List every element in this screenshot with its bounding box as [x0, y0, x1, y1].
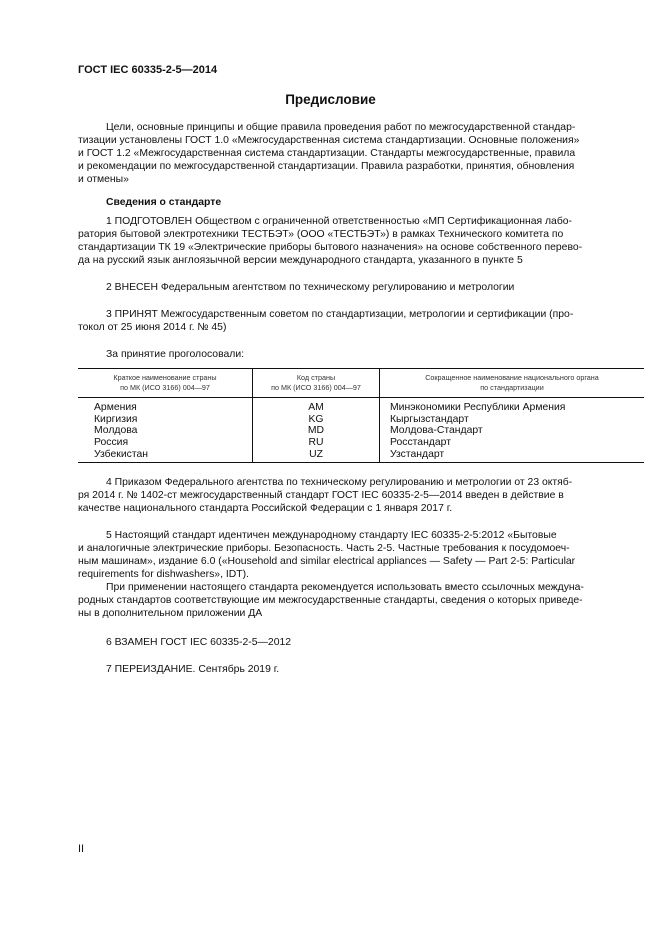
intro-line: и ГОСТ 1.2 «Межгосударственная система стандартизации. Стандарты межгосударственные, правила	[78, 148, 576, 159]
item-1-line: 1 ПОДГОТОВЛЕН Обществом с ограниченной ответственностью «МП Сертификационная лабо-	[106, 216, 573, 227]
header-line: Код страны	[296, 373, 336, 382]
code-cell: KG	[253, 414, 380, 426]
header-line: Краткое наименование страны	[113, 373, 217, 382]
section-heading: Сведения о стандарте	[106, 197, 222, 208]
item-7	[78, 663, 644, 676]
header-line: по МК (ИСО 3166) 004—97	[120, 383, 210, 392]
item-5-line: 5 Настоящий стандарт идентичен международному стандарту IEC 60335-2-5:2012 «Бытовые	[106, 530, 557, 541]
item-5-line: ным машинам», издание 6.0 («Household and similar electrical appliances — Safety — Part 2-5: Particular	[78, 556, 576, 567]
item-5-line: и аналогичные электрические приборы. Безопасность. Часть 2-5. Частные требования к посудомоеч-	[78, 543, 570, 554]
intro-line: и рекомендации по межгосударственной стандартизации. Правила разработки, принятия, обновления	[78, 161, 575, 172]
item-5-note-line: родных стандартов соответствующие им межгосударственные стандарты, сведения о которых приведе-	[78, 595, 583, 606]
table-row	[78, 425, 644, 437]
table-row	[78, 414, 644, 426]
intro-line: Цели, основные принципы и общие правила проведения работ по межгосударственной стандар-	[106, 122, 576, 133]
body-cell: Узстандарт	[380, 449, 645, 462]
item-2	[78, 281, 644, 294]
table-header-country	[78, 369, 253, 398]
item-6-line: 6 ВЗАМЕН ГОСТ IEC 60335-2-5—2012	[106, 637, 292, 648]
body-cell: Кыргызстандарт	[380, 414, 645, 426]
intro-line: и отмены»	[78, 174, 129, 185]
body-cell: Минэкономики Республики Армения	[380, 398, 645, 414]
item-5-line: requirements for dishwashers», IDT).	[78, 569, 249, 580]
document-header: ГОСТ IEC 60335-2-5—2014	[78, 64, 218, 76]
table-header-row	[78, 369, 644, 398]
header-line: по МК (ИСО 3166) 004—97	[271, 383, 361, 392]
country-cell: Армения	[94, 402, 137, 413]
item-6	[78, 636, 644, 649]
body-cell: Молдова-Стандарт	[380, 425, 645, 437]
item-5-note-line: При применении настоящего стандарта рекомендуется использовать вместо ссылочных междуна-	[106, 582, 584, 593]
table-header-code	[253, 369, 380, 398]
header-line: по стандартизации	[480, 383, 544, 392]
country-cell: Россия	[94, 437, 129, 449]
item-1-line: стандартизации ТК 19 «Электрические приборы бытового назначения» на основе собственного перево-	[78, 242, 583, 253]
item-4-line: ря 2014 г. № 1402-ст межгосударственный стандарт ГОСТ IEC 60335-2-5—2014 введен в действие в	[78, 490, 564, 501]
item-5	[78, 529, 644, 620]
body-cell: Росстандарт	[380, 437, 645, 449]
item-3-line: токол от 25 июня 2014 г. № 45)	[78, 322, 227, 333]
table-row	[78, 437, 644, 449]
item-4-line: 4 Приказом Федерального агентства по техническому регулированию и метрологии от 23 октяб-	[106, 477, 573, 488]
table-row	[78, 449, 644, 462]
code-cell: UZ	[253, 449, 380, 462]
item-4	[78, 476, 644, 515]
code-cell: MD	[253, 425, 380, 437]
header-line: Сокращенное наименование национального органа	[425, 373, 599, 382]
item-3	[78, 308, 644, 334]
country-cell: Киргизия	[94, 413, 138, 425]
item-1	[78, 215, 644, 267]
code-cell: AM	[253, 398, 380, 414]
item-5-note-line: ны в дополнительном приложении ДА	[78, 608, 263, 619]
country-cell: Молдова	[94, 425, 138, 437]
page-number: II	[78, 843, 85, 855]
item-3-line: 3 ПРИНЯТ Межгосударственным советом по стандартизации, метрологии и сертификации (про-	[106, 309, 574, 320]
item-1-line: ратория бытовой электротехники ТЕСТБЭТ» (ООО «ТЕСТБЭТ») в рамках Технического комитета по	[78, 229, 564, 240]
voted-label: За принятие проголосовали:	[106, 349, 245, 360]
table-row	[78, 398, 644, 414]
page-title: Предисловие	[285, 92, 376, 107]
voting-table	[78, 368, 644, 463]
voted-label-block	[78, 348, 644, 361]
item-7-line: 7 ПЕРЕИЗДАНИЕ. Сентябрь 2019 г.	[106, 664, 280, 675]
intro-line: тизации установлены ГОСТ 1.0 «Межгосударственная система стандартизации. Основные положения»	[78, 135, 580, 146]
item-1-line: да на русский язык англоязычной версии международного стандарта, указанного в пункте 5	[78, 255, 523, 266]
table-header-body	[380, 369, 645, 398]
item-2-line: 2 ВНЕСЕН Федеральным агентством по техническому регулированию и метрологии	[106, 282, 515, 293]
item-4-line: качестве национального стандарта Российской Федерации с 1 января 2017 г.	[78, 503, 453, 514]
country-cell: Узбекистан	[78, 449, 253, 462]
code-cell: RU	[253, 437, 380, 449]
intro-paragraph	[78, 121, 644, 186]
